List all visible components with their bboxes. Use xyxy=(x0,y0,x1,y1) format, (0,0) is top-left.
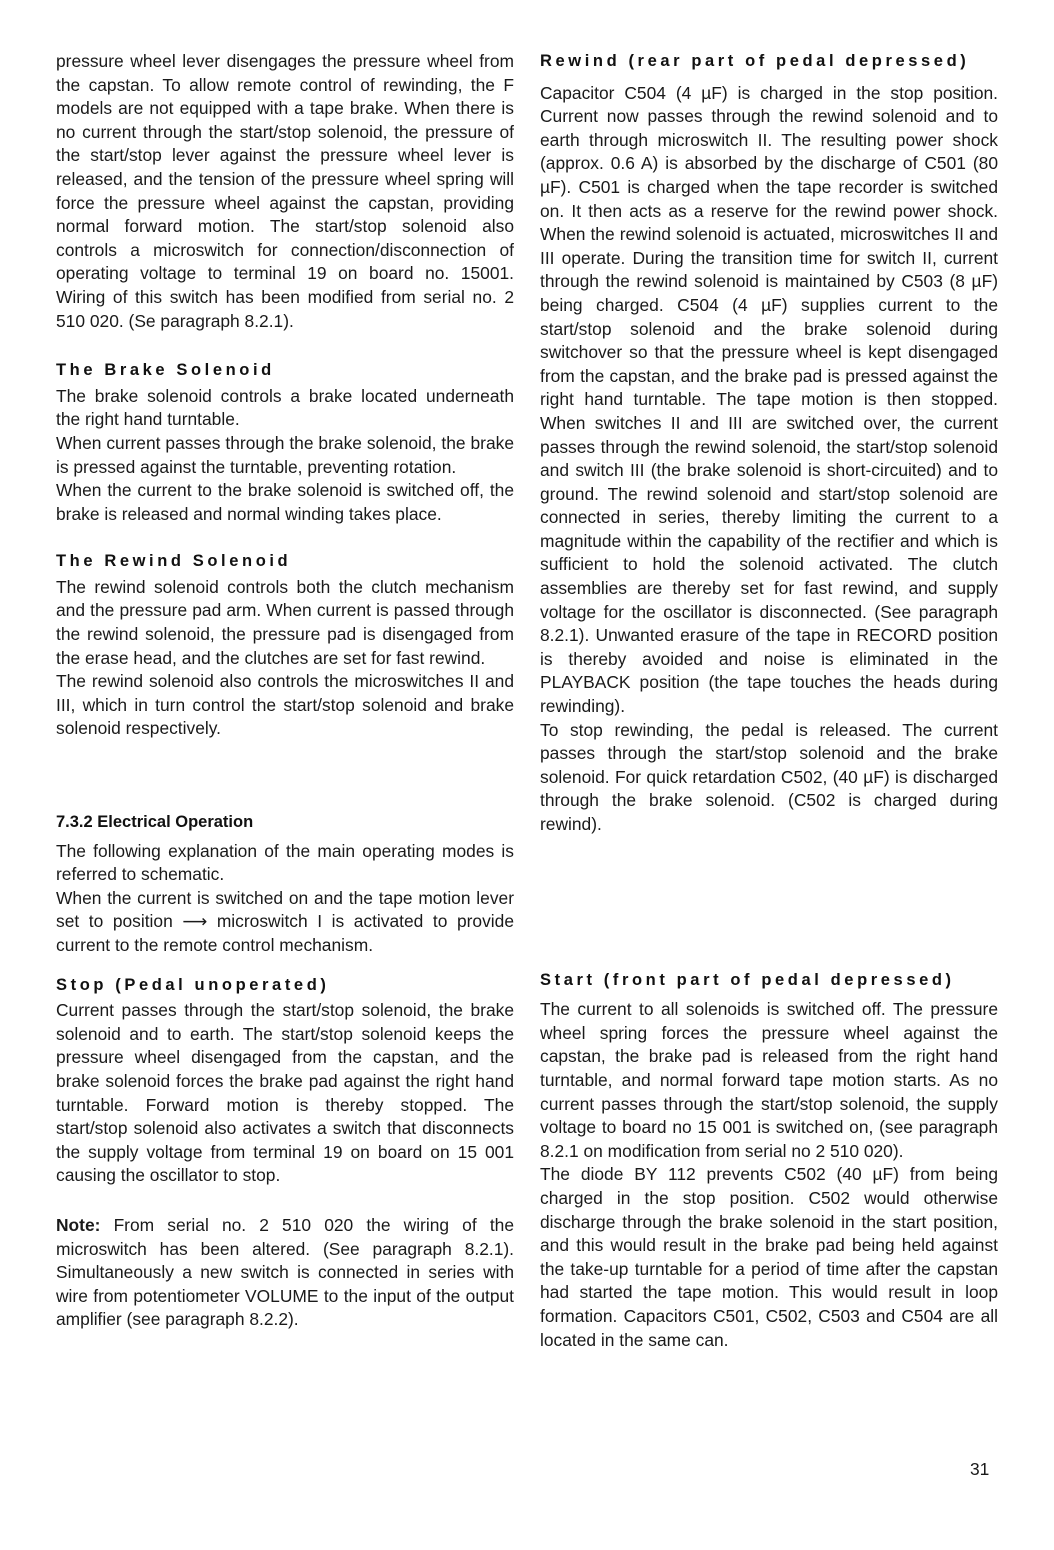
start-paragraph-2: The diode BY 112 prevents C502 (40 µF) from being charged in the stop position. C502 would otherwise discharge through the brake solenoid in the start position, and this would result in the brake pad being held against the take-up turntable for a period of time after the capstan had started the tape motion. This would result in loop formation. Capacitors C501, C502, C503 and C504 are all located in the same can. xyxy=(540,1164,998,1350)
left-column xyxy=(56,50,514,1332)
brake-solenoid-paragraph-2: When current passes through the brake solenoid, the brake is pressed against the turntable, preventing rotation. xyxy=(56,432,514,477)
brake-solenoid-heading: The Brake Solenoid xyxy=(56,361,275,380)
stop-heading: Stop (Pedal unoperated) xyxy=(56,975,330,994)
rewind-heading: Rewind (rear part of pedal depressed) xyxy=(540,52,970,70)
page-number: 31 xyxy=(970,1459,990,1479)
rewind-solenoid-paragraph-1: The rewind solenoid controls both the clutch mechanism and the pressure pad arm. When current is passed through the rewind solenoid, the pressure pad is disengaged from the erase head, and the clutches are set for fast rewind. xyxy=(56,576,514,668)
stop-paragraph: Current passes through the start/stop solenoid, the brake solenoid and to earth. The start/stop solenoid keeps the pressure wheel disengaged from the capstan, and the brake solenoid forces the brake pad against the right hand turntable. Forward motion is thereby stopped. The start/stop solenoid also activates a switch that disconnects the supply voltage from terminal 19 on board on 15 001 causing the oscillator to stop. xyxy=(56,1000,514,1186)
start-heading: Start (front part of pedal depressed) xyxy=(540,970,955,989)
intro-paragraph: pressure wheel lever disengages the pressure wheel from the capstan. To allow remote control of rewinding, the F models are not equipped with a tape brake. When there is no current through the start/stop solenoid, the pressure of the start/stop lever against the pressure wheel lever is released, and the tension of the pressure wheel spring will force the pressure wheel against the capstan, providing normal forward motion. The start/stop solenoid also controls a microswitch for connection/disconnection of operating voltage to terminal 19 on board no. 15001. Wiring of this switch has been modified from serial no. 2 510 020. (Se paragraph 8.2.1). xyxy=(56,51,514,331)
rewind-solenoid-paragraph-2: The rewind solenoid also controls the microswitches II and III, which in turn control the start/stop solenoid and brake solenoid respectively. xyxy=(56,671,514,739)
note-text: From serial no. 2 510 020 the wiring of the microswitch has been altered. (See paragraph 8.2.1). Simultaneously a new switch is connected in series with wire from potentiometer VOLUME to the input of the output amplifier (see paragraph 8.2.2). xyxy=(56,1214,514,1330)
electrical-operation-paragraph-1: The following explanation of the main operating modes is referred to schematic. xyxy=(56,840,514,885)
start-paragraph-1: The current to all solenoids is switched off. The pressure wheel spring forces the pressure wheel against the capstan, the brake pad is released from the right hand turntable, and normal forward tape motion starts. As no current passes through the start/stop solenoid, the supply voltage to board no 15 001 is switched on, (see paragraph 8.2.1 on modification from serial no 2 510 020). xyxy=(540,999,998,1161)
brake-solenoid-paragraph-3: When the current to the brake solenoid is switched off, the brake is released and normal winding takes place. xyxy=(56,480,514,524)
electrical-operation-heading: 7.3.2 Electrical Operation xyxy=(56,813,254,832)
right-column xyxy=(540,50,998,1352)
brake-solenoid-paragraph-1: The brake solenoid controls a brake located underneath the right hand turntable. xyxy=(56,385,514,430)
rewind-solenoid-heading: The Rewind Solenoid xyxy=(56,552,292,571)
note-paragraph xyxy=(56,1214,514,1332)
electrical-operation-paragraph-2: When the current is switched on and the tape motion lever set to position ⟶ microswitch I is activated to provide current to the remote control mechanism. xyxy=(56,887,514,955)
rewind-paragraph-1: Capacitor C504 (4 µF) is charged in the stop position. Current now passes through the rewind solenoid and to earth through microswitch II. The resulting power shock (approx. 0.6 A) is absorbed by the discharge of C501 (80 µF). C501 is charged when the tape recorder is switched on. It then acts as a reserve for the rewind power shock. When the rewind solenoid is actuated, microswitches II and III operate. During the transition time for switch II, current through the rewind solenoid is maintained by C503 (8 µF) being charged. C504 (4 µF) supplies current to the start/stop solenoid and the brake solenoid during switchover so that the pressure wheel is kept disengaged from the capstan, and the brake pad is pressed against the right hand turntable. The tape motion is then stopped. When switches II and III are switched over, the current passes through the rewind solenoid, the start/stop solenoid and switch III (the brake solenoid is short-circuited) and to ground. The rewind solenoid and start/stop solenoid are connected in series, thereby limiting the current to a magnitude within the capability of the rectifier and which is sufficient to hold the solenoid activated. The clutch assemblies are thereby set for fast rewind, and supply voltage for the oscillator is disconnected. (See paragraph 8.2.1). Unwanted erasure of the tape in RECORD position is thereby avoided and noise is eliminated in the PLAYBACK position (the tape touches the heads during rewinding). xyxy=(540,82,998,717)
note-label: Note: xyxy=(56,1214,101,1235)
rewind-paragraph-2: To stop rewinding, the pedal is released. The current passes through the start/stop solenoid and the brake solenoid. For quick retardation C502, (40 µF) is discharged through the brake solenoid. (C502 is charged during rewind). xyxy=(540,719,998,834)
